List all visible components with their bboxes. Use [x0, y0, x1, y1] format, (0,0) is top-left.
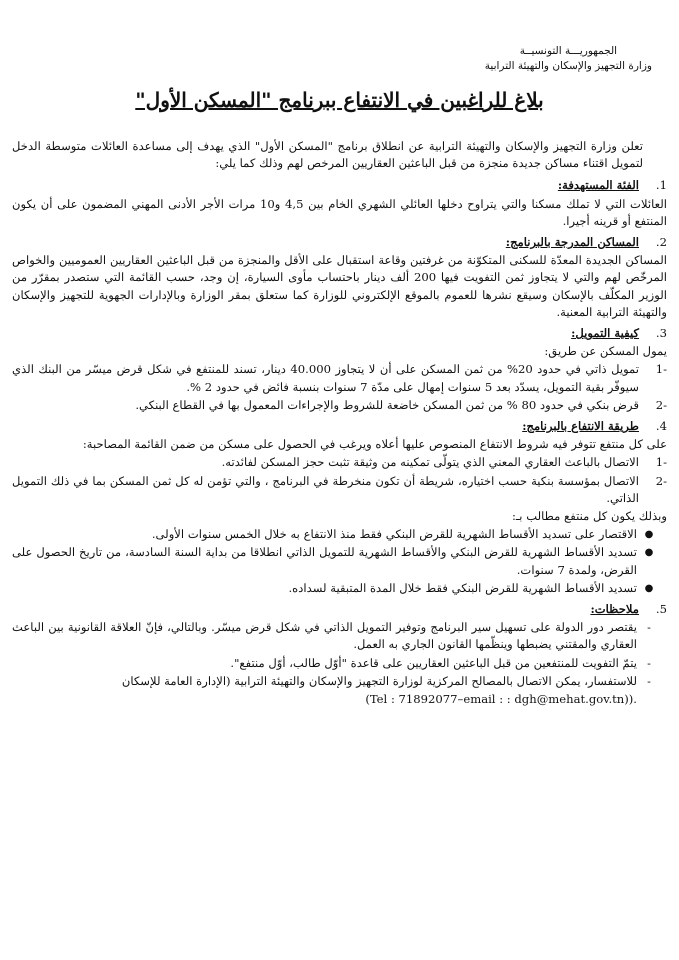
section-3-heading [12, 325, 667, 342]
dash-icon: - [647, 674, 651, 688]
procedure-item [12, 454, 667, 471]
section-1-heading [12, 177, 667, 194]
note-text: للاستفسار، يمكن الاتصال بالمصالح المركزية لوزارة التجهيز والإسكان والتهيئة الترابية (الإدارة العامة للإسكان [121, 673, 637, 688]
item-text: الاتصال بالباعث العقاري المعني الذي يتولّى تمكينه من وثيقة تثبت حجز المسكن لفائدته. [221, 455, 639, 470]
bullet-text: تسديد الأقساط الشهرية للقرض البنكي فقط خلال المدة المتبقية لسداده. [288, 580, 637, 595]
note-item [12, 673, 667, 690]
item-text: تمويل ذاتي في حدود 20% من ثمن المسكن على أن لا يتجاوز 40.000 دينار، تسند للمنتفع في شكل قرض ميسّر من البنك الذي سيوفّر بقية التمويل، يسدّد بعد 5 سنوات إمهال على مدّة 7 سنوات بنسبة فائض في حدود 2 %. [12, 362, 639, 394]
section-4-heading [12, 418, 667, 435]
notes-list [12, 619, 667, 708]
section-3-lead: يمول المسكن عن طريق: [544, 344, 667, 359]
section-2-heading [12, 234, 667, 251]
ministry-header [485, 44, 652, 74]
section-title: الفئة المستهدفة: [557, 178, 639, 193]
section-2-text: المساكن الجديدة المعدّة للسكنى المتكوّنة من غرفتين وقاعة استقبال على الأقل والمنجزة من قبل الباعثين العقاريين العموميين والخواص المرخّص لهم والتي لا يتجاوز ثمن التفويت فيها 200 ألف دينار باحتساب مأوى السيارة، إن وجد، حسب القائمة التي ستصدر بمقرّر من الوزير المكلّف بالإسكان وسيقع نشرها للعموم بالموقع الإلكتروني للوزارة كما ستعلق بمقر الوزارة وبالإدارات الجهوية للتجهيز والإسكان والتهيئة الترابية المعنية. [12, 253, 667, 319]
section-1-text: العائلات التي لا تملك مسكنا والتي يتراوح دخلها العائلي الشهري الخام بين 4,5 و10 مرات الأجر الأدنى المهني المضمون على أن يكون المنتفع أو قرينه أجيرا. [12, 196, 667, 228]
announcement-body [12, 138, 667, 708]
republic-name: الجمهوريـــة التونسيــة [519, 45, 618, 57]
obligation-bullet [12, 580, 667, 597]
note-item [12, 619, 667, 653]
announcement-title: بلاغ للراغبين في الانتفاع ببرنامج "المسكن الأول" [135, 88, 544, 112]
section-number: 3. [655, 326, 667, 341]
note-text: يقتصر دور الدولة على تسهيل سير البرنامج وتوفير التمويل الذاتي في شكل قرض ميسّر. وبالتالي، فإنّ العلاقة القانونية بين الباعث العقاري والمقتني يضبطها وينظّمها القانون الجاري به العمل. [12, 620, 637, 652]
item-number: -1 [655, 455, 667, 470]
bullet-dot-icon: ● [644, 547, 654, 559]
section-title: طريقة الانتفاع بالبرنامج: [522, 419, 639, 434]
intro-paragraph: تعلن وزارة التجهيز والإسكان والتهيئة الترابية عن انطلاق برنامج "المسكن الأول" الذي يهدف إلى مساعدة العائلات متوسطة الدخل لتمويل اقتناء مساكن جديدة منجزة من قبل الباعثين العقاريين المرخص لهم وذلك كما يلي: [12, 139, 643, 171]
section-number: 1. [655, 178, 667, 193]
item-text: قرض بنكي في حدود 80 % من ثمن المسكن خاضعة للشروط والإجراءات المعمول بها في القطاع البنكي. [135, 397, 639, 412]
item-number: -2 [655, 397, 667, 412]
note-item [12, 655, 667, 672]
obligation-bullet [12, 526, 667, 543]
bullet-text: الاقتصار على تسديد الأقساط الشهرية للقرض البنكي فقط منذ الانتفاع به خلال الخمس سنوات الأولى. [151, 527, 637, 542]
item-text: الاتصال بمؤسسة بنكية حسب اختياره، شريطة أن تكون منخرطة في البرنامج ، والتي تؤمن له كل ثمن المسكن بما في ذلك التمويل الذاتي. [12, 473, 639, 505]
dash-icon: - [647, 656, 651, 670]
contact-line [12, 691, 667, 708]
section-number: 4. [655, 419, 667, 434]
note-text: يتمّ التفويت للمنتفعين من قبل الباعثين العقاريين على قاعدة "أوّل طالب، أوّل منتفع". [230, 655, 637, 670]
contact-details: (Tel : 71892077–email : : dgh@mehat.gov.tn)). [365, 692, 637, 707]
section-title: كيفية التمويل: [571, 326, 639, 341]
ministry-name: وزارة التجهيز والإسكان والتهيئة الترابية [484, 60, 652, 72]
bullet-text: تسديد الأقساط الشهرية للقرض البنكي والأقساط الشهرية للتمويل الذاتي انطلاقا من بداية السنة السادسة، من تاريخ الحصول على القرض، ولمدة 7 سنوات. [12, 545, 637, 577]
item-number: -2 [655, 473, 667, 488]
financing-item [12, 361, 667, 395]
dash-icon: - [647, 621, 651, 635]
section-number: 2. [655, 235, 667, 250]
procedure-item [12, 473, 667, 507]
item-number: -1 [655, 362, 667, 377]
section-4-lead: على كل منتفع تتوفر فيه شروط الانتفاع المنصوص عليها أعلاه ويرغب في الحصول على مسكن من ضمن القائمة المصاحبة: [82, 437, 667, 452]
bullet-dot-icon: ● [644, 529, 654, 541]
section-number: 5. [655, 602, 667, 617]
section-4-lead-2: وبذلك يكون كل منتفع مطالب بـ: [511, 509, 667, 524]
section-title: ملاحظات: [590, 602, 639, 617]
bullet-dot-icon: ● [644, 582, 654, 594]
section-title: المساكن المدرجة بالبرنامج: [505, 235, 639, 250]
obligation-bullet [12, 544, 667, 578]
financing-item [12, 397, 667, 414]
section-5-heading [12, 601, 667, 618]
